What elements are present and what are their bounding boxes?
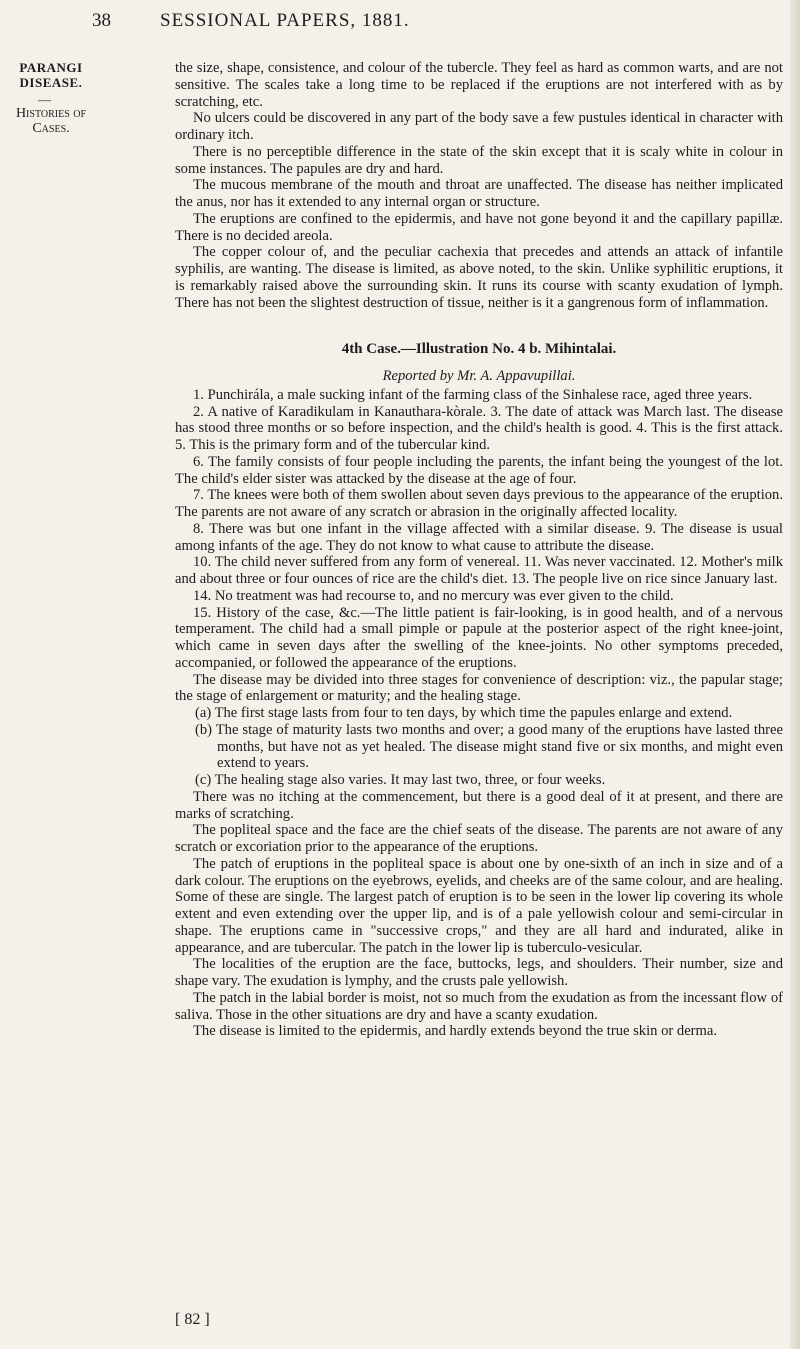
- paragraph: The disease is limited to the epidermis, and hardly extends beyond the true skin or derma.: [193, 1023, 718, 1040]
- case-item: 14. No treatment was had recourse to, and no mercury was ever given to the child.: [193, 587, 674, 604]
- paragraph: The localities of the eruption are the face, buttocks, legs, and shoulders. Their number, size and shape vary. The exudation is lymphy, and the crusts pale yellowish.: [175, 956, 783, 989]
- case-item: 8. There was but one infant in the village affected with a similar disease. 9. The disease is usual among infants of the age. They do not know to what cause to attribute the disease.: [175, 520, 783, 554]
- page-header: [0, 8, 800, 38]
- case-item: The disease may be divided into three stages for convenience of description: viz., the papular stage; the stage of enlargement or maturity; and the healing stage.: [175, 671, 783, 705]
- stage-item: (c) The healing stage also varies. It may last two, three, or four weeks.: [195, 772, 606, 788]
- page-edge: [790, 0, 800, 1349]
- paragraph: The popliteal space and the face are the chief seats of the disease. The parents are not aware of any scratch or excoriation prior to the appearance of the eruptions.: [175, 822, 783, 855]
- page-number: 38: [92, 10, 111, 31]
- footer-page-number: [ 82 ]: [175, 1311, 210, 1328]
- paragraph: The mucous membrane of the mouth and throat are unaffected. The disease has neither implicated the anus, nor has it extended to any internal organ or structure.: [175, 177, 783, 210]
- case-heading: 4th Case.—Illustration No. 4 b. Mihintalai.: [341, 341, 617, 358]
- case-reporter: Reported by Mr. A. Appavupillai.: [382, 368, 576, 384]
- case-item: 7. The knees were both of them swollen about seven days previous to the appearance of the eruption. The parents are not aware of any scratch or abrasion in the originally affected locality.: [175, 487, 783, 520]
- case-item: 1. Punchirála, a male sucking infant of the farming class of the Sinhalese race, aged three years.: [193, 386, 753, 403]
- stage-item: (b) The stage of maturity lasts two months and over; a good many of the eruptions have lasted three months, but have not as yet healed. The disease might stand five or six months, and might even extend to years.: [195, 721, 783, 772]
- case-item: 6. The family consists of four people including the parents, the infant being the youngest of the lot. The child's elder sister was attacked by the disease at the age of four.: [175, 453, 783, 487]
- stage-item: (a) The first stage lasts from four to ten days, by which time the papules enlarge and extend.: [195, 705, 733, 721]
- case-item: 10. The child never suffered from any form of venereal. 11. Was never vaccinated. 12. Mother's milk and about three or four ounces of rice are the child's diet. 13. The people live on rice since January last.: [175, 554, 783, 587]
- margin-note-dash: —: [38, 92, 51, 107]
- paragraph: the size, shape, consistence, and colour of the tubercle. They feel as hard as common warts, and are not sensitive. The scales take a long time to be replaced if the eruptions are not interfered with as by scratching, etc.: [175, 60, 783, 110]
- paragraph: The patch in the labial border is moist, not so much from the exudation as from the incessant flow of saliva. Those in the other situations are dry and have a scanty exudation.: [175, 989, 783, 1023]
- paragraph: There was no itching at the commencement, but there is a good deal of it at present, and there are marks of scratching.: [175, 788, 783, 822]
- margin-note-histories: Histories of Cases.: [15, 106, 87, 136]
- paragraph: No ulcers could be discovered in any part of the body save a few pustules identical in character with ordinary itch.: [175, 110, 783, 143]
- paragraph: There is no perceptible difference in the state of the skin except that it is scaly white in colour in some instances. The papules are dry and hard.: [175, 143, 783, 177]
- margin-note-disease: PARANGI DISEASE.: [19, 60, 83, 90]
- running-title: SESSIONAL PAPERS, 1881.: [160, 10, 410, 31]
- paragraph: The eruptions are confined to the epidermis, and have not gone beyond it and the capillary papillæ. There is no decided areola.: [175, 210, 783, 244]
- main-text: [175, 60, 783, 1040]
- paragraph: The patch of eruptions in the popliteal space is about one by one-sixth of an inch in size and of a dark colour. The eruptions on the eyebrows, eyelids, and cheeks are of the same colour, and are healing. Some of these are single. The largest patch of eruption is to be seen in the lower lip covering its whole extent and even extending over the upper lip, and is of a pale yellowish colour and semi-circular in shape. The eruptions came in "successive crops," and they are all hard and indurated, alike in appearance, and are tubercular. The patch in the lower lip is tuberculo-vesicular.: [175, 855, 783, 956]
- case-item: 15. History of the case, &c.—The little patient is fair-looking, is in good health, and of a nervous temperament. The child had a small pimple or papule at the posterior aspect of the right knee-joint, which came in seven days after the swelling of the knee-joints. No other symptoms preceded, accompanied, or followed the appearance of the eruptions.: [175, 604, 783, 671]
- case-item: 2. A native of Karadikulam in Kanauthara-kòrale. 3. The date of attack was March last. The disease has stood three months or so before inspection, and the child's health is good. 4. This is the first attack. 5. This is the primary form and of the tubercular kind.: [175, 403, 783, 453]
- paragraph: The copper colour of, and the peculiar cachexia that precedes and attends an attack of infantile syphilis, are wanting. The disease is limited, as above noted, to the skin. Unlike syphilitic eruptions, it is remarkably raised above the surrounding skin. It runs its course with scanty exudation of lymph. There has not been the slightest destruction of tissue, neither is it a gangrenous form of inflammation.: [175, 244, 783, 311]
